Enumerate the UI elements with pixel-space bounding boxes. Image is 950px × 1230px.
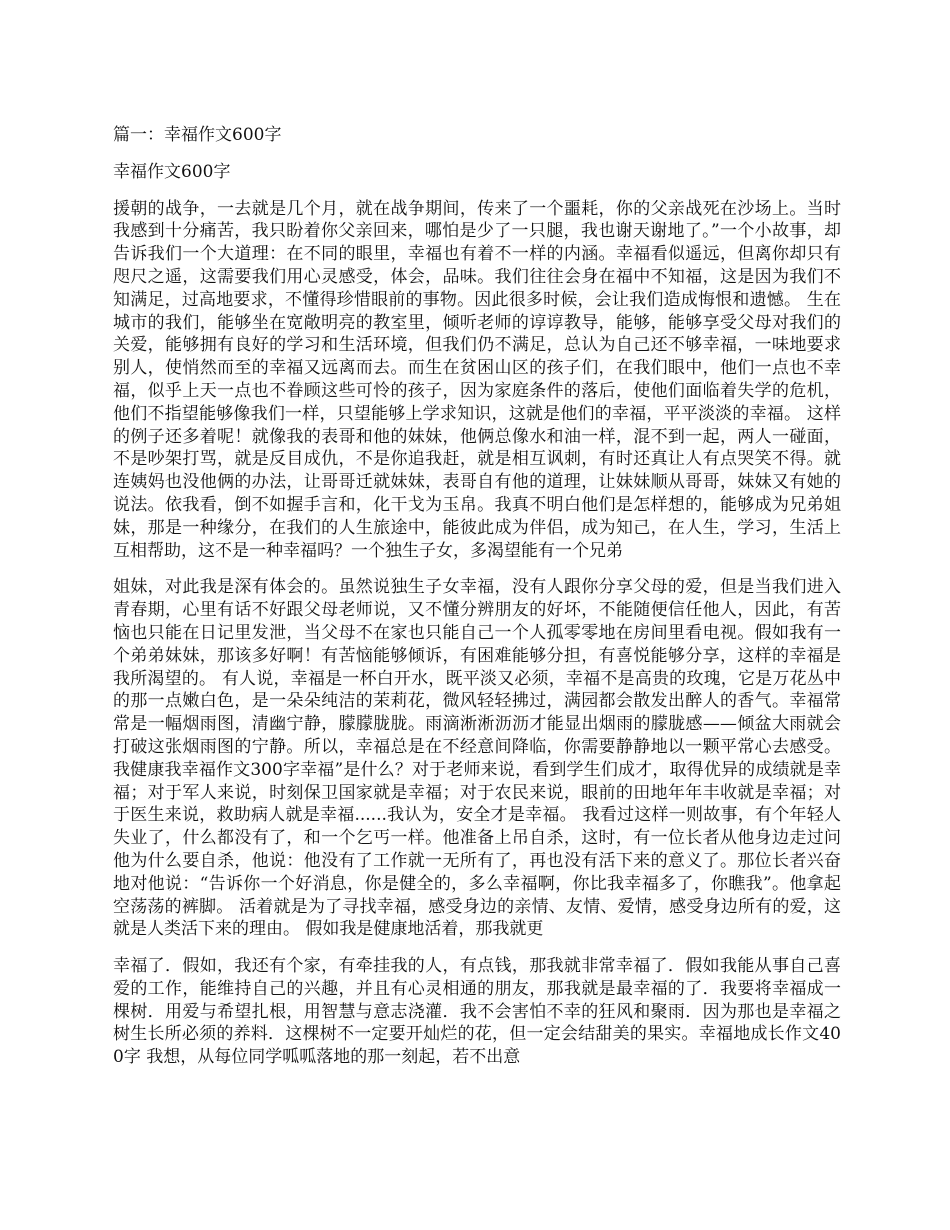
document-page <box>113 124 841 1083</box>
paragraph-3: 幸福了．假如，我还有个家，有牵挂我的人，有点钱，那我就非常幸福了．假如我能从事自己喜爱的工作，能维持自己的兴趣，并且有心灵相通的朋友，那我就是最幸福的了．我要将幸福成一棵树．用爱与希望扎根，用智慧与意志浇灌．我不会害怕不幸的狂风和聚雨．因为那也是幸福之树生长所必须的养料．这棵树不一定要开灿烂的花，但一定会结甜美的果实。幸福地成长作文400字 我想，从每位同学呱呱落地的那一刻起，若不出意 <box>113 956 841 1068</box>
document-title: 篇一：幸福作文600字 <box>113 125 282 145</box>
paragraph-1: 援朝的战争，一去就是几个月，就在战争期间，传来了一个噩耗，你的父亲战死在沙场上。当时我感到十分痛苦，我只盼着你父亲回来，哪怕是少了一只腿，我也谢天谢地了。”一个小故事，却告诉我们一个大道理：在不同的眼里，幸福也有着不一样的内涵。幸福看似遥远，但离你却只有咫尺之遥，这需要我们用心灵感受，体会，品味。我们往往会身在福中不知福，这是因为我们不知满足，过高地要求，不懂得珍惜眼前的事物。因此很多时候，会让我们造成悔恨和遗憾。 生在城市的我们，能够坐在宽敞明亮的教室里，倾听老师的谆谆教导，能够，能够享受父母对我们的关爱，能够拥有良好的学习和生活环境，但我们仍不满足，总认为自己还不够幸福，一味地要求别人，使悄然而至的幸福又远离而去。而生在贫困山区的孩子们，在我们眼中，他们一点也不幸福，似乎上天一点也不眷顾这些可怜的孩子，因为家庭条件的落后，使他们面临着失学的危机，他们不指望能够像我们一样，只望能够上学求知识，这就是他们的幸福，平平淡淡的幸福。 这样的例子还多着呢！就像我的表哥和他的妹妹，他俩总像水和油一样，混不到一起，两人一碰面，不是吵架打骂，就是反目成仇，不是你追我赶，就是相互讽刺，有时还真让人有点哭笑不得。就连姨妈也没他俩的办法，让哥哥迁就妹妹，表哥自有他的道理，让妹妹顺从哥哥，妹妹又有她的说法。依我看，倒不如握手言和，化干戈为玉帛。我真不明白他们是怎样想的，能够成为兄弟姐妹，那是一种缘分，在我们的人生旅途中，能彼此成为伴侣，成为知己，在人生，学习，生活上互相帮助，这不是一种幸福吗？一个独生子女，多渴望能有一个兄弟 <box>113 198 841 561</box>
paragraph-2: 姐妹，对此我是深有体会的。虽然说独生子女幸福，没有人跟你分享父母的爱，但是当我们进入青春期，心里有话不好跟父母老师说，又不懂分辨朋友的好坏，不能随便信任他人，因此，有苦恼也只能在日记里发泄，当父母不在家也只能自己一个人孤零零地在房间里看电视。假如我有一个弟弟妹妹，那该多好啊！有苦恼能够倾诉，有困难能够分担，有喜悦能够分享，这样的幸福是我所渴望的。 有人说，幸福是一杯白开水，既平淡又必须，幸福不是高贵的玫瑰，它是万花丛中的那一点嫩白色，是一朵朵纯洁的茉莉花，微风轻轻拂过，满园都会散发出醉人的香气。幸福常常是一幅烟雨图，清幽宁静，朦朦胧胧。雨滴淅淅沥沥才能显出烟雨的朦胧感——倾盆大雨就会打破这张烟雨图的宁静。所以，幸福总是在不经意间降临，你需要静静地以一颗平常心去感受。我健康我幸福作文300字幸福”是什么？对于老师来说，看到学生们成才，取得优异的成绩就是幸福；对于军人来说，时刻保卫国家就是幸福；对于农民来说，眼前的田地年年丰收就是幸福；对于医生来说，救助病人就是幸福......我认为，安全才是幸福。 我看过这样一则故事，有个年轻人失业了，什么都没有了，和一个乞丐一样。他准备上吊自杀，这时，有一位长者从他身边走过问他为什么要自杀，他说：他没有了工作就一无所有了，再也没有活下来的意义了。那位长者兴奋地对他说：“告诉你一个好消息，你是健全的，多么幸福啊，你比我幸福多了，你瞧我”。他拿起空荡荡的裤脚。 活着就是为了寻找幸福，感受身边的亲情、友情、爱情，感受身边所有的爱，这就是人类活下来的理由。 假如我是健康地活着，那我就更 <box>113 577 841 940</box>
document-subtitle: 幸福作文600字 <box>113 161 231 182</box>
